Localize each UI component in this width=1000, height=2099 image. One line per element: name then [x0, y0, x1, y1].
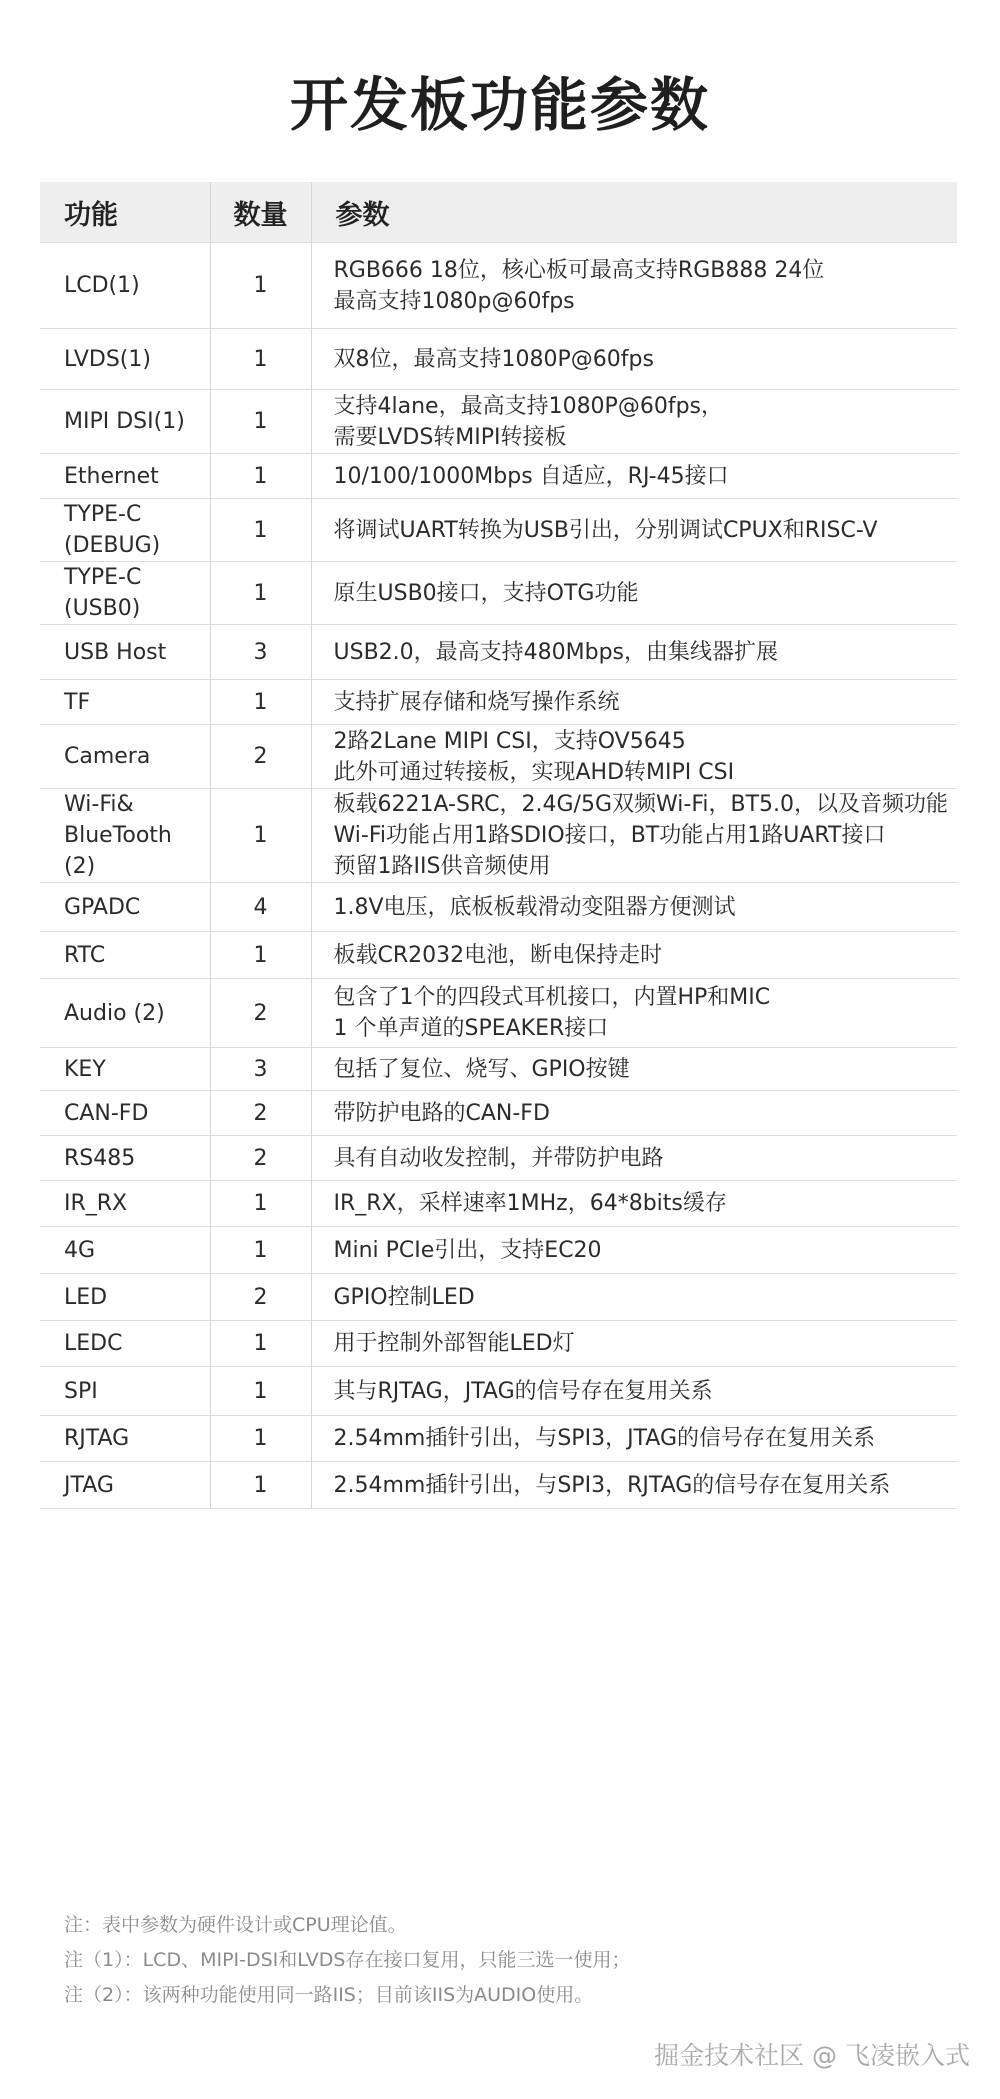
cell-function-line: (USB0): [64, 596, 141, 621]
cell-params-line: 支持扩展存储和烧写操作系统: [333, 689, 620, 715]
footnote: 注：表中参数为硬件设计或CPU理论值。: [64, 1914, 407, 1936]
cell-params-line: 需要LVDS转MIPI转接板: [333, 424, 567, 450]
cell-function: [40, 725, 210, 789]
cell-function: [40, 932, 210, 979]
cell-count: 2: [210, 1136, 311, 1181]
cell-function-line: LCD(1): [64, 273, 140, 298]
cell-function-line: TYPE-C: [64, 565, 142, 590]
cell-count: 1: [210, 1462, 311, 1509]
cell-function-line: Wi-Fi&: [64, 792, 134, 817]
cell-function-line: BlueTooth (2): [64, 823, 172, 879]
cell-params-line: 10/100/1000Mbps 自适应，RJ-45接口: [333, 463, 729, 489]
cell-function-line: LED: [64, 1284, 108, 1310]
cell-count: 4: [210, 883, 311, 932]
cell-params-line: GPIO控制LED: [333, 1284, 475, 1310]
cell-function-line: Ethernet: [64, 463, 159, 489]
cell-count: 2: [210, 725, 311, 789]
cell-params: [311, 1462, 957, 1509]
cell-params-line: 1.8V电压，底板板载滑动变阻器方便测试: [333, 894, 736, 920]
page-title: 开发板功能参数: [289, 71, 710, 139]
header-params: 参数: [311, 182, 957, 243]
cell-function: [40, 1321, 210, 1367]
table-row: [40, 979, 957, 1048]
cell-count: 2: [210, 979, 311, 1048]
cell-params-line: 其与RJTAG，JTAG的信号存在复用关系: [333, 1378, 713, 1404]
cell-params: [311, 1227, 957, 1274]
cell-function-line: MIPI DSI(1): [64, 409, 185, 434]
cell-params-line: 最高支持1080p@60fps: [333, 288, 575, 314]
cell-function-line: RTC: [64, 942, 106, 968]
cell-function: [40, 1136, 210, 1181]
table-row: [40, 1416, 957, 1462]
cell-count: 1: [210, 243, 311, 329]
cell-count: 1: [210, 1367, 311, 1416]
cell-params: [311, 680, 957, 725]
cell-params-line: 用于控制外部智能LED灯: [333, 1331, 575, 1356]
cell-params-line: 支持4lane，最高支持1080P@60fps，: [333, 393, 723, 419]
cell-params: [311, 1367, 957, 1416]
cell-params: [311, 1136, 957, 1181]
cell-params-line: Mini PCIe引出，支持EC20: [333, 1237, 602, 1263]
cell-function: [40, 390, 210, 454]
cell-count: 1: [210, 1181, 311, 1227]
cell-params-line: 预留1路IIS供音频使用: [333, 854, 551, 879]
cell-count: 1: [210, 1227, 311, 1274]
cell-params-line: USB2.0，最高支持480Mbps，由集线器扩展: [333, 639, 779, 665]
cell-function: [40, 1367, 210, 1416]
cell-params: [311, 1274, 957, 1321]
cell-function: [40, 329, 210, 390]
table-row: [40, 499, 957, 562]
table-row: [40, 883, 957, 932]
table-row: [40, 625, 957, 680]
cell-params-line: 包含了1个的四段式耳机接口，内置HP和MIC: [333, 985, 771, 1010]
cell-function-line: 4G: [64, 1237, 96, 1263]
cell-params-line: 双8位，最高支持1080P@60fps: [333, 346, 654, 372]
cell-function: [40, 243, 210, 329]
table-row: [40, 1136, 957, 1181]
cell-params-line: 2路2Lane MIPI CSI，支持OV5645: [333, 728, 686, 754]
cell-params-line: Wi-Fi功能占用1路SDIO接口，BT功能占用1路UART接口: [333, 823, 886, 848]
cell-params: [311, 789, 957, 883]
table-row: [40, 1367, 957, 1416]
cell-count: 3: [210, 1048, 311, 1091]
table-row: [40, 680, 957, 725]
cell-function-line: KEY: [64, 1056, 106, 1082]
cell-count: 1: [210, 680, 311, 725]
cell-function: [40, 1227, 210, 1274]
table-row: [40, 725, 957, 789]
table-row: [40, 1462, 957, 1509]
cell-function: [40, 789, 210, 883]
cell-params: [311, 1416, 957, 1462]
cell-params: [311, 883, 957, 932]
cell-function: [40, 1181, 210, 1227]
cell-params-line: 具有自动收发控制，并带防护电路: [333, 1145, 664, 1171]
cell-function-line: Camera: [64, 744, 151, 769]
cell-function: [40, 1462, 210, 1509]
cell-function: [40, 680, 210, 725]
table-row: [40, 1227, 957, 1274]
table-row: [40, 789, 957, 883]
cell-function: [40, 1048, 210, 1091]
cell-params-line: 板载CR2032电池，断电保持走时: [333, 942, 663, 968]
cell-function: [40, 1091, 210, 1136]
cell-count: 1: [210, 499, 311, 562]
cell-params-line: 2.54mm插针引出，与SPI3，RJTAG的信号存在复用关系: [333, 1472, 891, 1498]
cell-params-line: 2.54mm插针引出，与SPI3，JTAG的信号存在复用关系: [333, 1426, 875, 1451]
cell-params: [311, 932, 957, 979]
cell-count: 1: [210, 454, 311, 499]
cell-params: [311, 329, 957, 390]
cell-function-line: CAN-FD: [64, 1100, 149, 1126]
spec-table: [40, 182, 957, 1509]
cell-function-line: USB Host: [64, 639, 167, 665]
cell-params-line: 原生USB0接口，支持OTG功能: [333, 580, 639, 606]
cell-count: 1: [210, 562, 311, 625]
cell-function: [40, 454, 210, 499]
cell-params: [311, 625, 957, 680]
table-row: [40, 329, 957, 390]
cell-count: 1: [210, 789, 311, 883]
footnotes: [64, 1908, 630, 2013]
cell-function: [40, 1416, 210, 1462]
cell-params: [311, 725, 957, 789]
cell-count: 1: [210, 1321, 311, 1367]
cell-params: [311, 979, 957, 1048]
cell-function-line: GPADC: [64, 894, 141, 920]
cell-function-line: IR_RX: [64, 1191, 128, 1216]
cell-function-line: TF: [64, 689, 91, 715]
cell-function-line: LVDS(1): [64, 346, 151, 372]
header-function: 功能: [40, 182, 210, 243]
table-row: [40, 1048, 957, 1091]
table-row: [40, 562, 957, 625]
cell-count: 1: [210, 390, 311, 454]
table-row: [40, 243, 957, 329]
cell-params-line: 包括了复位、烧写、GPIO按键: [333, 1056, 630, 1082]
cell-function-line: JTAG: [64, 1472, 114, 1498]
table-row: [40, 1181, 957, 1227]
cell-function: [40, 1274, 210, 1321]
cell-function: [40, 625, 210, 680]
cell-params: [311, 390, 957, 454]
table-row: [40, 1321, 957, 1367]
cell-params-line: IR_RX，采样速率1MHz，64*8bits缓存: [333, 1191, 727, 1216]
cell-params: [311, 243, 957, 329]
cell-function-line: Audio (2): [64, 1000, 165, 1026]
cell-params: [311, 1091, 957, 1136]
cell-params-line: 带防护电路的CAN-FD: [333, 1100, 550, 1126]
cell-params-line: 此外可通过转接板，实现AHD转MIPI CSI: [333, 759, 735, 785]
cell-params-line: RGB666 18位，核心板可最高支持RGB888 24位: [333, 257, 825, 283]
footnote: 注（1）：LCD、MIPI-DSI和LVDS存在接口复用，只能三选一使用；: [64, 1949, 631, 1971]
cell-function: [40, 499, 210, 562]
cell-count: 1: [210, 329, 311, 390]
cell-function: [40, 562, 210, 625]
header-count: 数量: [210, 182, 311, 243]
cell-count: 2: [210, 1091, 311, 1136]
cell-params-line: 1 个单声道的SPEAKER接口: [333, 1016, 609, 1041]
table-row: [40, 1091, 957, 1136]
cell-params: [311, 1181, 957, 1227]
cell-params: [311, 562, 957, 625]
table-header-row: [40, 182, 957, 243]
watermark-text: 掘金技术社区 @ 飞凌嵌入式: [654, 2041, 970, 2070]
footnote: 注（2）：该两种功能使用同一路IIS；目前该IIS为AUDIO使用。: [64, 1984, 594, 2006]
table-row: [40, 1274, 957, 1321]
table-row: [40, 454, 957, 499]
cell-params-line: 板载6221A-SRC，2.4G/5G双频Wi-Fi，BT5.0，以及音频功能: [333, 792, 949, 817]
cell-params: [311, 1321, 957, 1367]
cell-function-line: (DEBUG): [64, 533, 161, 558]
cell-function-line: RJTAG: [64, 1426, 130, 1451]
cell-params: [311, 499, 957, 562]
cell-params-line: 将调试UART转换为USB引出，分别调试CPUX和RISC-V: [333, 517, 878, 543]
cell-count: 3: [210, 625, 311, 680]
cell-params: [311, 454, 957, 499]
cell-params: [311, 1048, 957, 1091]
table-row: [40, 390, 957, 454]
cell-count: 1: [210, 932, 311, 979]
cell-count: 2: [210, 1274, 311, 1321]
cell-function-line: TYPE-C: [64, 502, 142, 527]
cell-function: [40, 883, 210, 932]
cell-function-line: SPI: [64, 1378, 98, 1404]
cell-function-line: RS485: [64, 1145, 136, 1171]
cell-count: 1: [210, 1416, 311, 1462]
cell-function: [40, 979, 210, 1048]
cell-function-line: LEDC: [64, 1331, 123, 1356]
table-row: [40, 932, 957, 979]
